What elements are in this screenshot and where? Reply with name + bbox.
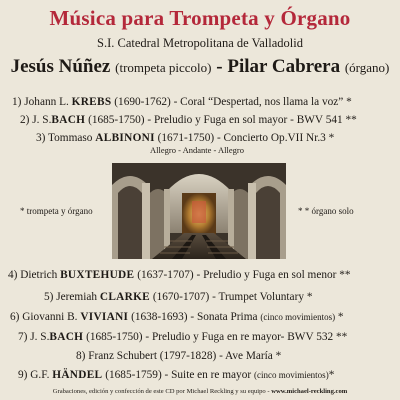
composer-first-name: Dietrich bbox=[20, 269, 58, 281]
composer-surname: ALBINONI bbox=[95, 132, 155, 144]
composer-surname: BACH bbox=[51, 114, 86, 126]
performer-separator: - bbox=[211, 56, 228, 77]
track-number: 1) bbox=[12, 96, 22, 108]
album-title: Música para Trompeta y Órgano bbox=[49, 6, 351, 30]
track-details: (1685-1759) - Suite en re mayor bbox=[105, 369, 252, 381]
track-item bbox=[10, 311, 344, 324]
track-number: 2) bbox=[20, 114, 30, 126]
track-details: (1671-1750) - Concierto Op.VII Nr.3 bbox=[157, 132, 326, 144]
composer-first-name: Johann L. bbox=[24, 96, 69, 108]
track-note: (cinco movimientos) bbox=[260, 312, 336, 322]
track-item bbox=[8, 269, 351, 282]
track-number: 9) bbox=[18, 369, 28, 381]
track-item bbox=[44, 291, 312, 304]
track-item bbox=[12, 96, 352, 109]
legend-trumpet-organ: * trompeta y órgano bbox=[20, 206, 93, 216]
track-note: (cinco movimientos) bbox=[253, 370, 329, 380]
track-details: (1638-1693) - Sonata Prima bbox=[131, 311, 258, 323]
scoring-mark: * bbox=[328, 369, 335, 381]
cathedral-interior-photo bbox=[112, 163, 286, 259]
scoring-mark: * bbox=[306, 291, 313, 303]
organist-name: Pilar Cabrera bbox=[227, 56, 341, 77]
cathedral-interior-illustration bbox=[112, 163, 286, 259]
scoring-mark: ** bbox=[345, 114, 357, 126]
composer-surname: BUXTEHUDE bbox=[60, 269, 135, 281]
movement-tempi: Allegro - Andante - Allegro bbox=[150, 145, 244, 155]
composer-first-name: J. S. bbox=[32, 114, 52, 126]
credits-text: Grabaciones, edición y confección de este CD por Michael Reckling y su equipo - bbox=[52, 388, 272, 395]
track-number: 4) bbox=[8, 269, 18, 281]
performers-line bbox=[0, 56, 400, 78]
legend-organ-solo: * * órgano solo bbox=[298, 206, 354, 216]
track-number: 3) bbox=[36, 132, 46, 144]
trumpeter-name: Jesús Núñez bbox=[10, 56, 111, 77]
track-details: (1685-1750) - Preludio y Fuga en sol mayor - BWV 541 bbox=[88, 114, 343, 126]
venue-subtitle: S.I. Catedral Metropolitana de Valladolid bbox=[97, 36, 303, 50]
track-details: Franz Schubert (1797-1828) - Ave María bbox=[88, 350, 273, 362]
composer-surname: HÄNDEL bbox=[52, 369, 103, 381]
composer-first-name: Tommaso bbox=[48, 132, 93, 144]
scoring-mark: * bbox=[346, 96, 352, 108]
track-number: 6) bbox=[10, 311, 20, 323]
track-item bbox=[76, 350, 281, 363]
composer-surname: CLARKE bbox=[99, 291, 150, 303]
composer-first-name: Giovanni B. bbox=[22, 311, 78, 323]
production-credits bbox=[0, 388, 400, 395]
composer-first-name: J. S. bbox=[30, 331, 50, 343]
track-number: 5) bbox=[44, 291, 54, 303]
scoring-mark: ** bbox=[339, 269, 351, 281]
composer-surname: BACH bbox=[49, 331, 84, 343]
composer-first-name: Jeremiah bbox=[56, 291, 98, 303]
track-number: 7) bbox=[18, 331, 28, 343]
track-item bbox=[18, 331, 347, 344]
composer-surname: VIVIANI bbox=[80, 311, 129, 323]
trumpeter-role: (trompeta piccolo) bbox=[115, 60, 212, 75]
track-details: (1690-1762) - Coral “Despertad, nos llama la voz” bbox=[114, 96, 344, 108]
scoring-mark: * bbox=[328, 132, 335, 144]
track-number: 8) bbox=[76, 350, 86, 362]
scoring-mark: ** bbox=[336, 331, 348, 343]
scoring-mark: * bbox=[337, 311, 344, 323]
track-details: (1670-1707) - Trumpet Voluntary bbox=[152, 291, 304, 303]
composer-surname: KREBS bbox=[71, 96, 112, 108]
track-details: (1685-1750) - Preludio y Fuga en re mayor- BWV 532 bbox=[86, 331, 334, 343]
composer-first-name: G.F. bbox=[30, 369, 50, 381]
track-details: (1637-1707) - Preludio y Fuga en sol menor bbox=[137, 269, 337, 281]
track-item bbox=[18, 369, 334, 382]
track-item bbox=[36, 132, 334, 145]
scoring-mark: * bbox=[275, 350, 282, 362]
organist-role: (órgano) bbox=[344, 60, 390, 75]
track-item bbox=[20, 114, 357, 127]
website-url: www.michael-reckling.com bbox=[271, 388, 348, 395]
